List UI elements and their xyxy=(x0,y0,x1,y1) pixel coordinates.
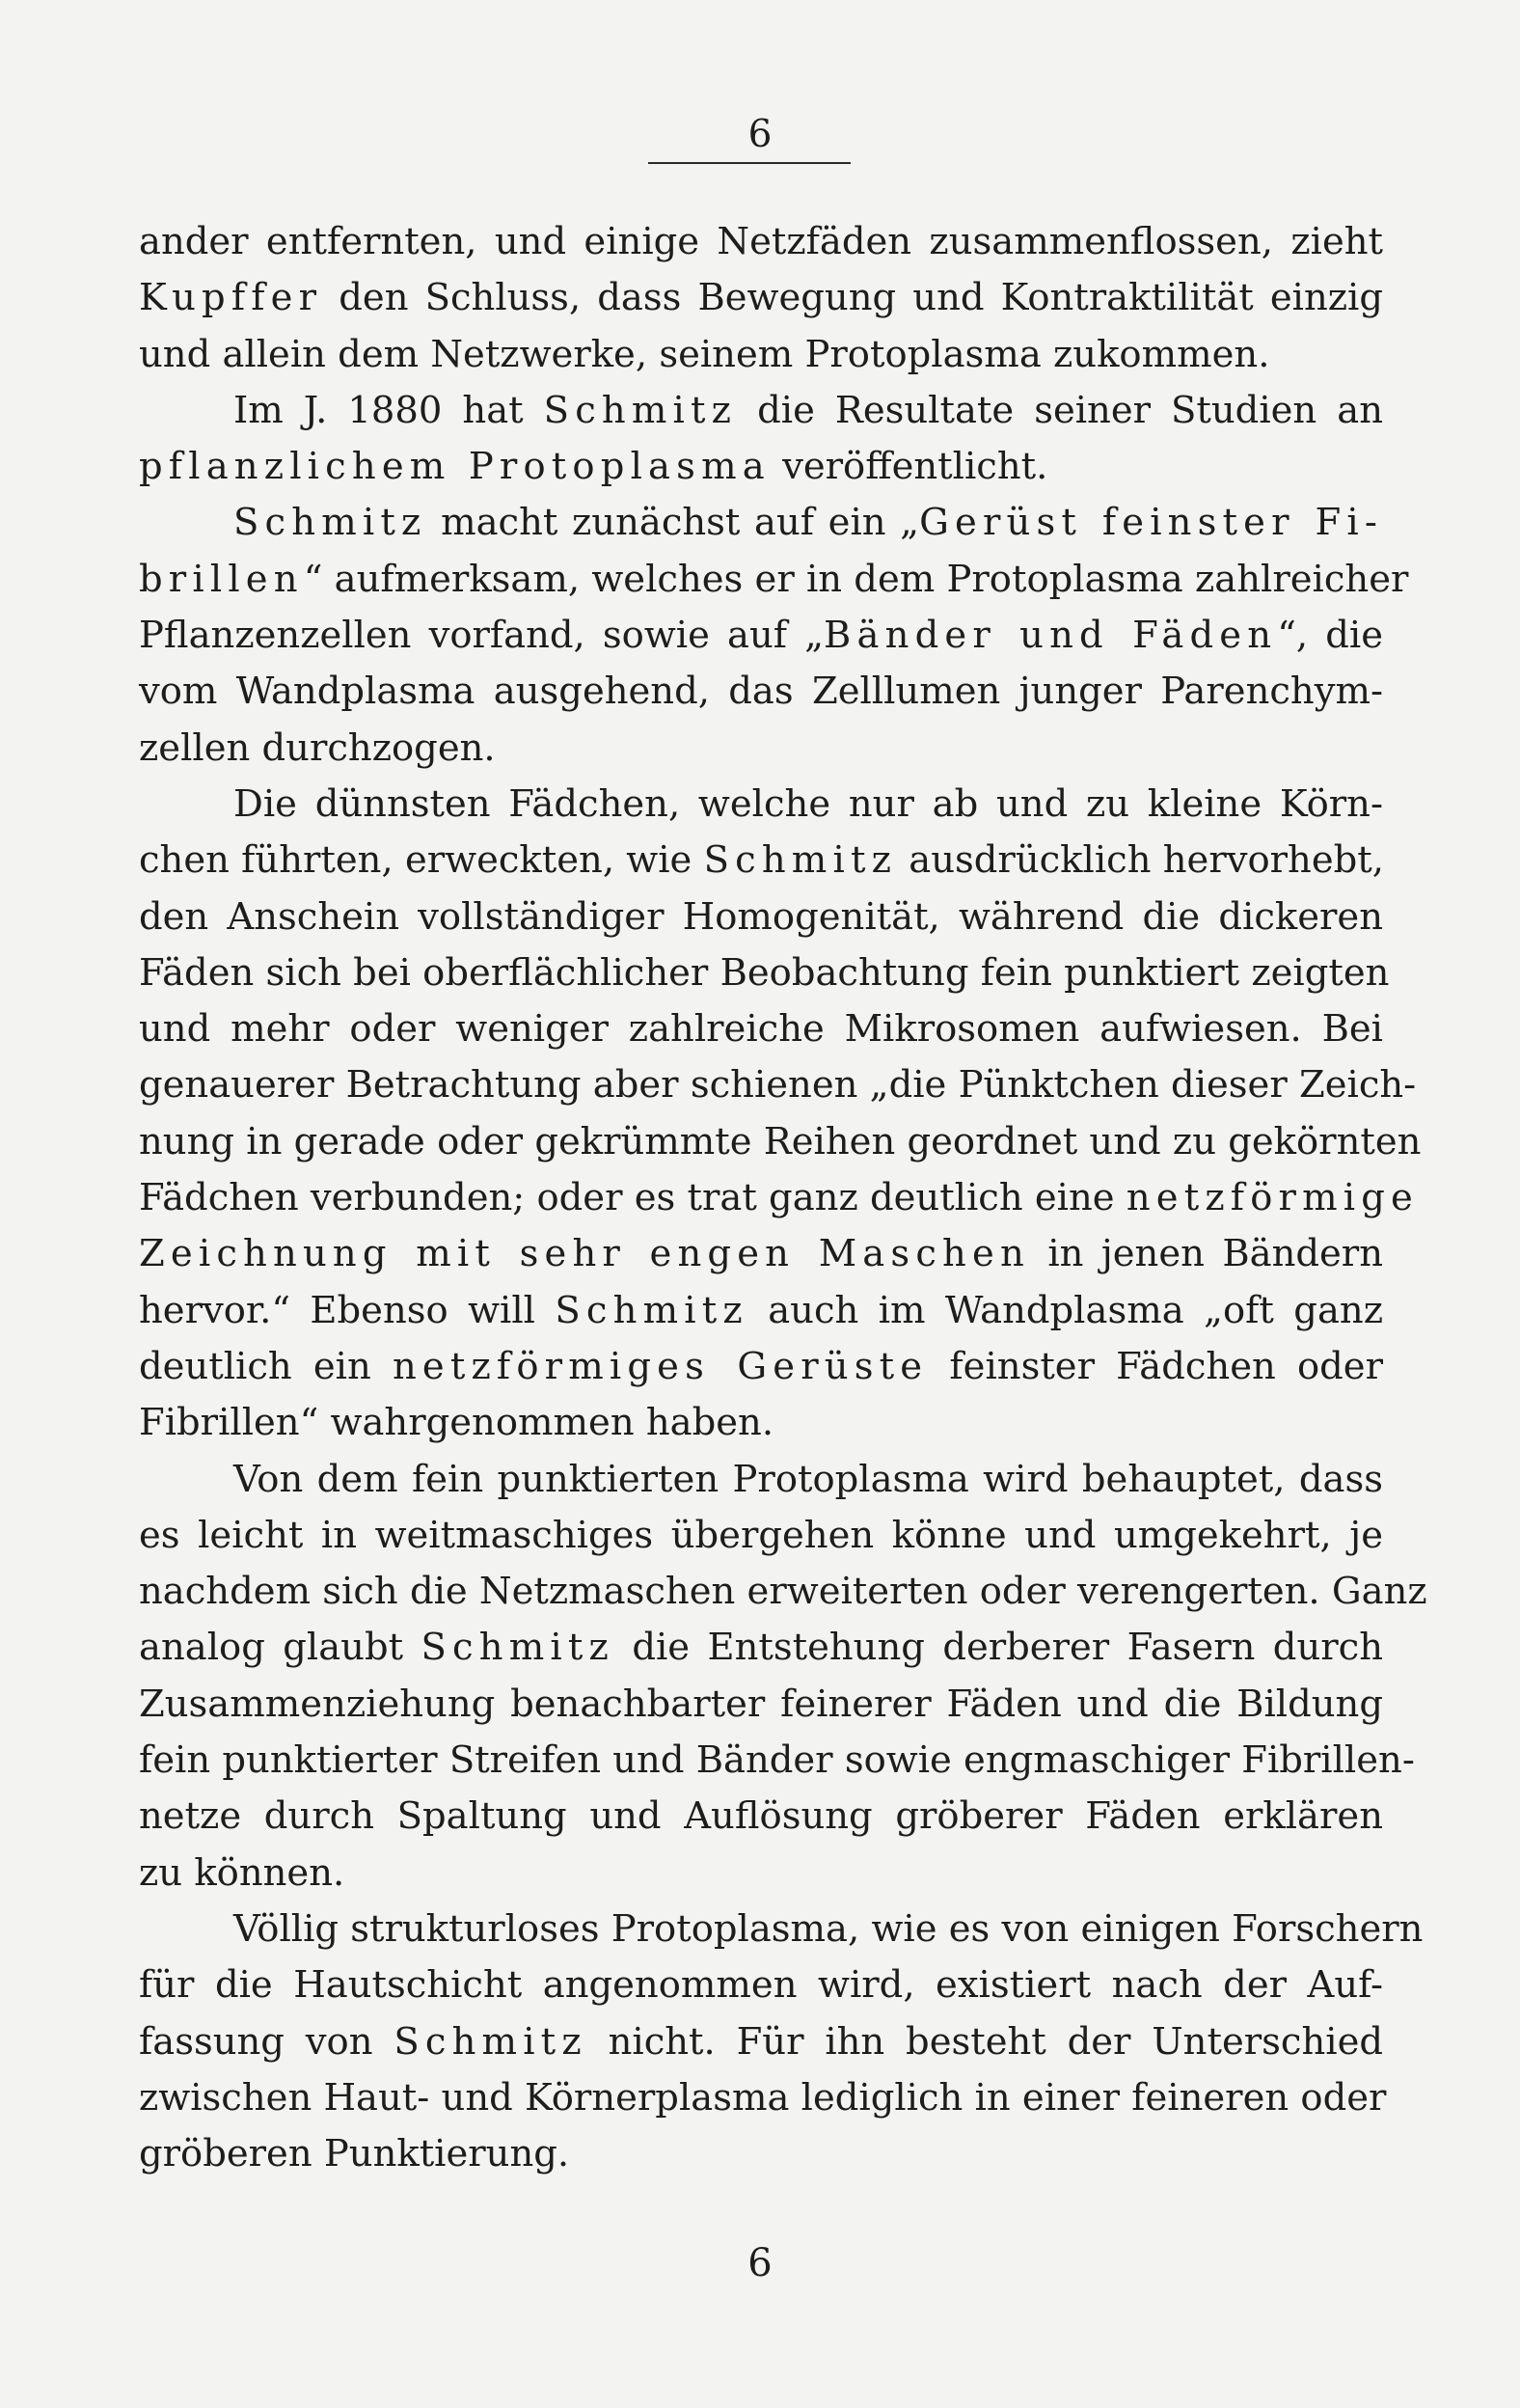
text-line: fein punktierter Streifen und Bänder sowie engmaschiger Fibrillen- xyxy=(139,1738,1415,1783)
text-line: genauerer Betrachtung aber schienen „die Pünktchen dieser Zeich- xyxy=(139,1063,1417,1108)
text-line: gröberen Punktierung. xyxy=(139,2132,570,2176)
text-line: pflanzlichem Protoplasma veröffentlicht. xyxy=(139,445,1048,489)
text-line: nachdem sich die Netzmaschen erweiterten oder verengerten. Ganz xyxy=(139,1570,1427,1614)
text-line: Fädchen verbunden; oder es trat ganz deutlich eine netzförmige xyxy=(139,1176,1419,1220)
text-line: brillen“ aufmerksam, welches er in dem Protoplasma zahlreicher xyxy=(139,557,1409,601)
page-number-top: 6 xyxy=(747,113,773,156)
text-line: Schmitz macht zunächst auf ein „Gerüst feinster Fi- xyxy=(233,501,1383,545)
text-line: den Anschein vollständiger Homogenität, während die dickeren xyxy=(139,894,1383,939)
paragraph-3 xyxy=(139,495,1409,776)
text-line: analog glaubt Schmitz die Entstehung derberer Fasern durch xyxy=(139,1626,1384,1670)
text-line: Zeichnung mit sehr engen Maschen in jenen Bändern xyxy=(139,1232,1384,1276)
page-number-bottom: 6 xyxy=(747,2241,773,2285)
text-line: zu können. xyxy=(139,1850,345,1895)
text-line: Völlig strukturloses Protoplasma, wie es von einigen Forschern xyxy=(233,1906,1424,1951)
paragraph-5 xyxy=(139,1452,1427,1902)
text-line: Im J. 1880 hat Schmitz die Resultate seiner Studien an xyxy=(233,388,1383,432)
paragraph-6 xyxy=(139,1902,1424,2182)
text-line: deutlich ein netzförmiges Gerüste feinster Fädchen oder xyxy=(139,1344,1383,1388)
text-line: und allein dem Netzwerke, seinem Protoplasma zukommen. xyxy=(139,332,1270,376)
text-line: zellen durchzogen. xyxy=(139,725,496,770)
body-text xyxy=(139,214,1427,2182)
paragraph-2 xyxy=(139,383,1383,496)
text-line: hervor.“ Ebenso will Schmitz auch im Wandplasma „oft ganz xyxy=(139,1288,1383,1332)
text-line: Fäden sich bei oberflächlicher Beobachtung fein punktiert zeigten xyxy=(139,950,1390,995)
text-line: Kupffer den Schluss, dass Bewegung und Kontraktilität einzig xyxy=(139,276,1383,320)
paragraph-4 xyxy=(139,777,1422,1452)
text-line: fassung von Schmitz nicht. Für ihn besteht der Unterschied xyxy=(139,2019,1383,2064)
header-rule xyxy=(648,162,851,164)
text-line: für die Hautschicht angenommen wird, existiert nach der Auf- xyxy=(139,1963,1383,2008)
text-line: ander entfernten, und einige Netzfäden zusammenflossen, zieht xyxy=(139,220,1383,263)
text-line: netze durch Spaltung und Auflösung gröberer Fäden erklären xyxy=(139,1794,1383,1839)
text-line: zwischen Haut- und Körnerplasma lediglich in einer feineren oder xyxy=(139,2075,1387,2120)
text-line: vom Wandplasma ausgehend, das Zelllumen junger Parenchym- xyxy=(139,670,1383,714)
text-line: Zusammenziehung benachbarter feinerer Fäden und die Bildung xyxy=(139,1682,1383,1726)
text-line: Die dünnsten Fädchen, welche nur ab und zu kleine Körn- xyxy=(233,781,1383,826)
text-line: nung in gerade oder gekrümmte Reihen geordnet und zu gekörnten xyxy=(139,1119,1422,1163)
text-line: Von dem fein punktierten Protoplasma wird behauptet, dass xyxy=(233,1457,1383,1501)
text-line: chen führten, erweckten, wie Schmitz ausdrücklich hervorhebt, xyxy=(139,838,1384,883)
paragraph-1 xyxy=(139,214,1383,383)
text-line: Pflanzenzellen vorfand, sowie auf „Bänder und Fäden“, die xyxy=(139,614,1383,658)
text-line: Fibrillen“ wahrgenommen haben. xyxy=(139,1401,774,1445)
text-line: und mehr oder weniger zahlreiche Mikrosomen aufwiesen. Bei xyxy=(139,1007,1383,1052)
text-line: es leicht in weitmaschiges übergehen könne und umgekehrt, je xyxy=(139,1513,1383,1557)
